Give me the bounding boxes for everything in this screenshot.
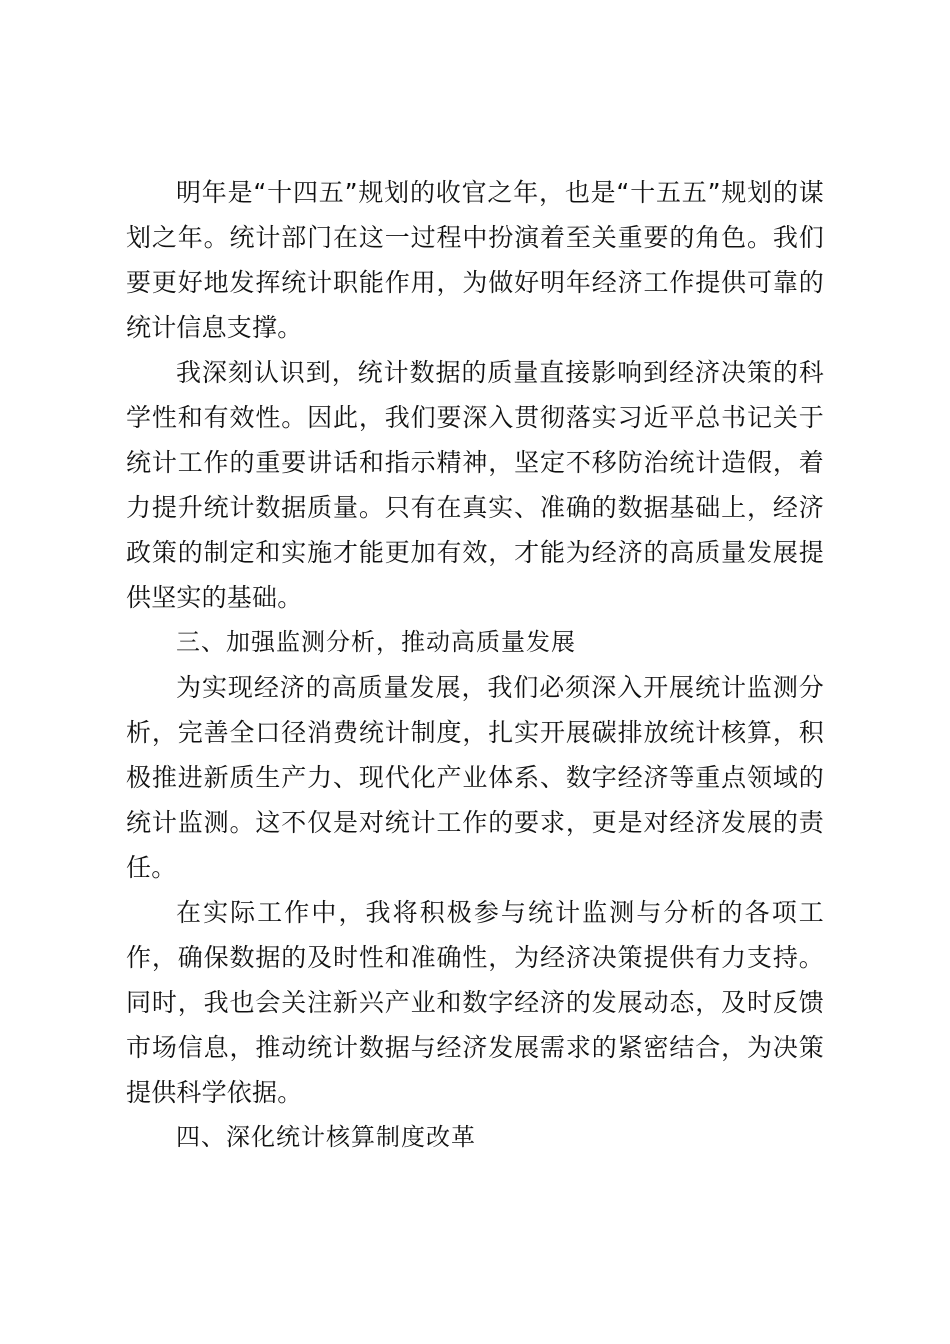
section-heading-monitoring: 三、加强监测分析，推动高质量发展 (176, 628, 576, 656)
section-heading-accounting-reform: 四、深化统计核算制度改革 (176, 1123, 476, 1151)
document-body (126, 170, 824, 1160)
paragraph-monitoring-analysis: 为实现经济的高质量发展，我们必须深入开展统计监测分析，完善全口径消费统计制度，扎实开展碳排放统计核算，积极推进新质生产力、现代化产业体系、数字经济等重点领域的统计监测。这不仅是对统计工作的要求，更是对经济发展的责任。 (126, 673, 824, 882)
paragraph-practical-work: 在实际工作中，我将积极参与统计监测与分析的各项工作，确保数据的及时性和准确性，为经济决策提供有力支持。同时，我也会关注新兴产业和数字经济的发展动态，及时反馈市场信息，推动统计数据与经济发展需求的紧密结合，为决策提供科学依据。 (126, 898, 824, 1107)
paragraph-data-quality: 我深刻认识到，统计数据的质量直接影响到经济决策的科学性和有效性。因此，我们要深入贯彻落实习近平总书记关于统计工作的重要讲话和指示精神，坚定不移防治统计造假，着力提升统计数据质量。只有在真实、准确的数据基础上，经济政策的制定和实施才能更加有效，才能为经济的高质量发展提供坚实的基础。 (126, 358, 824, 612)
paragraph-planning-year: 明年是“十四五”规划的收官之年，也是“十五五”规划的谋划之年。统计部门在这一过程中扮演着至关重要的角色。我们要更好地发挥统计职能作用，为做好明年经济工作提供可靠的统计信息支撑。 (126, 178, 824, 342)
